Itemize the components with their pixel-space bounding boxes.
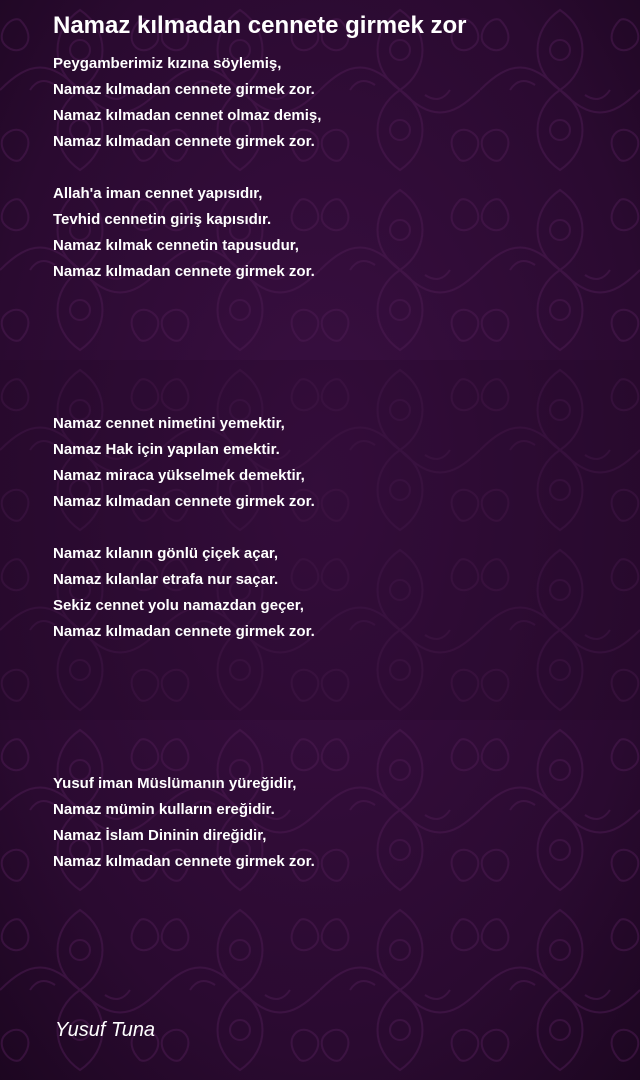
poem-line: Namaz İslam Dininin direğidir, [53,827,267,844]
poem-line: Tevhid cennetin giriş kapısıdır. [53,211,272,228]
poem-line: Sekiz cennet yolu namazdan geçer, [53,597,304,614]
poem-line: Namaz kılanlar etrafa nur saçar. [53,571,279,588]
stanza-2 [53,181,315,285]
poem-title: Namaz kılmadan cennete girmek zor [53,12,467,39]
poem-line: Namaz kılmadan cennete girmek zor. [53,263,315,280]
stanza-3 [53,411,315,515]
poem-line: Namaz kılmadan cennete girmek zor. [53,81,315,98]
poem-line: Namaz kılmadan cennete girmek zor. [53,493,315,510]
stanza-5 [53,771,315,875]
poem-line: Namaz kılmadan cennet olmaz demiş, [53,107,322,124]
poem-line: Namaz miraca yükselmek demektir, [53,467,305,484]
poem-line: Yusuf iman Müslümanın yüreğidir, [53,775,297,792]
poem-line: Namaz kılanın gönlü çiçek açar, [53,545,279,562]
poem-line: Namaz mümin kulların ereğidir. [53,801,275,818]
poem-author: Yusuf Tuna [55,1019,156,1041]
poem-line: Namaz cennet nimetini yemektir, [53,415,285,432]
poem-line: Namaz Hak için yapılan emektir. [53,441,280,458]
poem-line: Namaz kılmadan cennete girmek zor. [53,853,315,870]
poem-line: Namaz kılmadan cennete girmek zor. [53,133,315,150]
stanza-4 [53,541,315,645]
poem-line: Namaz kılmadan cennete girmek zor. [53,623,315,640]
poem-line: Namaz kılmak cennetin tapusudur, [53,237,299,254]
poem-line: Peygamberimiz kızına söylemiş, [53,55,282,72]
poem-line: Allah'a iman cennet yapısıdır, [53,185,263,202]
stanza-1 [53,51,321,155]
